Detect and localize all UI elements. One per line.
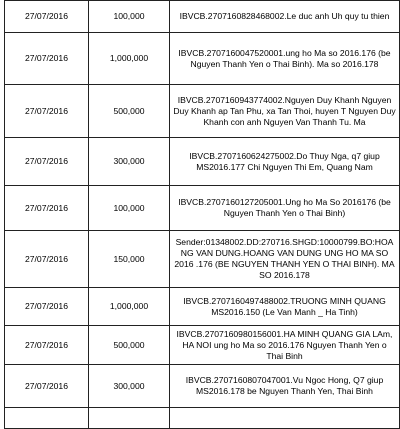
amount-cell: 1,000,000 [89,288,170,326]
amount-cell: 300,000 [89,365,170,408]
date-cell [5,408,89,429]
table-row [5,365,400,408]
amount-cell: 500,000 [89,326,170,365]
description-cell: IBVCB.2707160047520001.ung ho Ma so 2016.176 (be Nguyen Thanh Yen o Thai Binh). Ma so 2016.178 [170,33,400,85]
amount-cell: 150,000 [89,231,170,288]
date-cell: 27/07/2016 [5,186,89,231]
description-cell: IBVCB.2707160127205001.Ung ho Ma So 2016176 (be Nguyen Thanh Yen o Thai Binh) [170,186,400,231]
description-cell: IBVCB.2707160943774002.Nguyen Duy Khanh Nguyen Duy Khanh ap Tan Phu, xa Tan Thoi, huyen T Nguyen Duy Khanh con anh Nguyen Van Thanh Tu. Ma [170,85,400,138]
date-cell: 27/07/2016 [5,1,89,33]
description-cell: Sender:01348002.DD:270716.SHGD:10000799.BO:HOANG VAN DUNG.HOANG VAN DUNG UNG HO MA SO 2016 .176 (BE NGUYEN THANH YEN O THAI BINH). MA SO 2016.178 [170,231,400,288]
table-row [5,231,400,288]
description-cell: IBVCB.2707160980156001.HA MINH QUANG GIA LAm, HA NOI ung ho Ma so 2016.176 Nguyen Thanh Yen o Thai Binh [170,326,400,365]
table-row [5,326,400,365]
amount-cell: 300,000 [89,138,170,186]
description-cell [170,408,400,429]
amount-cell: 1,000,000 [89,33,170,85]
date-cell: 27/07/2016 [5,288,89,326]
date-cell: 27/07/2016 [5,33,89,85]
table-row [5,138,400,186]
amount-cell: 500,000 [89,85,170,138]
amount-cell: 100,000 [89,1,170,33]
donation-ledger-table [4,0,400,429]
description-cell: IBVCB.2707160624275002.Do Thuy Nga, q7 giup MS2016.177 Chi Nguyen Thi Em, Quang Nam [170,138,400,186]
description-cell: IBVCB.2707160807047001.Vu Ngoc Hong, Q7 giup MS2016.178 be Nguyen Thanh Yen, Thai Binh [170,365,400,408]
date-cell: 27/07/2016 [5,326,89,365]
table-row [5,1,400,33]
amount-cell: 100,000 [89,186,170,231]
date-cell: 27/07/2016 [5,365,89,408]
table-row [5,33,400,85]
date-cell: 27/07/2016 [5,85,89,138]
description-cell: IBVCB.2707160828468002.Le duc anh Uh quy tu thien [170,1,400,33]
date-cell: 27/07/2016 [5,231,89,288]
table-row [5,288,400,326]
date-cell: 27/07/2016 [5,138,89,186]
table-row [5,408,400,429]
description-cell: IBVCB.2707160497488002.TRUONG MINH QUANG MS2016.150 (Le Van Manh _ Ha Tinh) [170,288,400,326]
table-row [5,186,400,231]
table-row [5,85,400,138]
amount-cell [89,408,170,429]
